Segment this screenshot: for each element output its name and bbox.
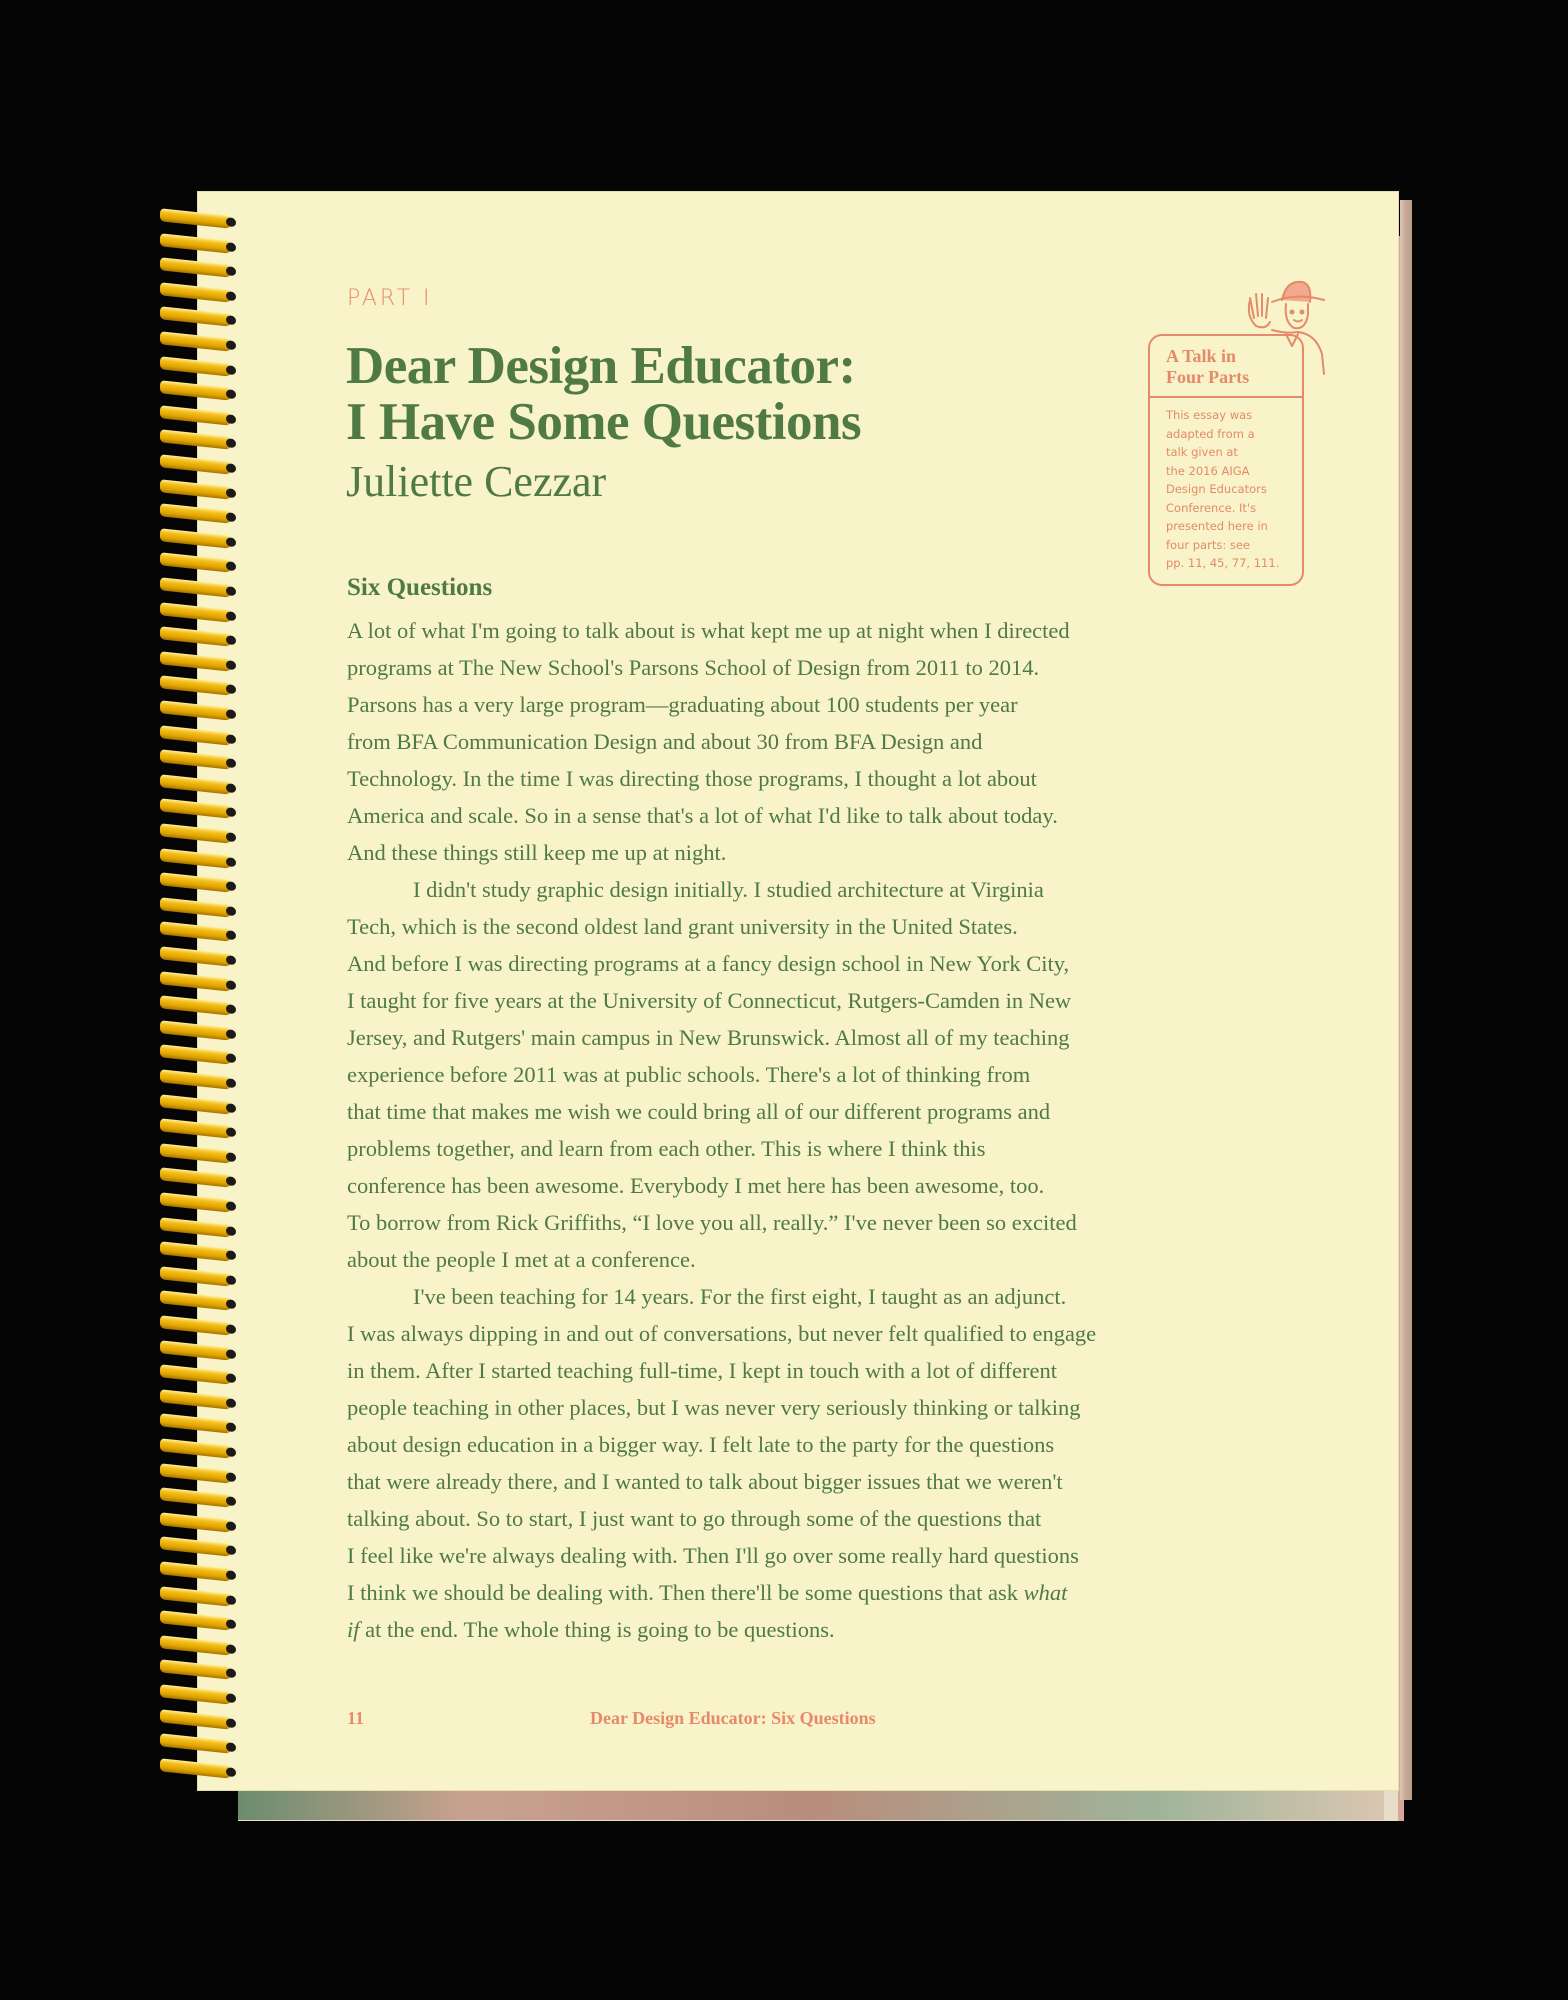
spiral-coil bbox=[160, 405, 232, 426]
sidebar-heading bbox=[1150, 336, 1302, 398]
spiral-coil bbox=[160, 676, 232, 697]
spiral-coil bbox=[160, 1512, 232, 1533]
spiral-coil bbox=[160, 995, 232, 1016]
body-line: about the people I met at a conference. bbox=[347, 1247, 696, 1272]
spiral-coil bbox=[160, 528, 232, 549]
spiral-coil bbox=[160, 1438, 232, 1459]
spiral-coil bbox=[160, 257, 232, 278]
spiral-coil bbox=[160, 1192, 232, 1213]
italic-word: what bbox=[1023, 1580, 1068, 1605]
spiral-coil bbox=[160, 1487, 232, 1508]
sidebar-body bbox=[1150, 398, 1302, 581]
body-line: I've been teaching for 14 years. For the first eight, I taught as an adjunct. bbox=[413, 1284, 1067, 1309]
body-line: people teaching in other places, but I was never very seriously thinking or talking bbox=[347, 1395, 1081, 1420]
spiral-coil bbox=[160, 479, 232, 500]
sidebar-line: adapted from a bbox=[1166, 426, 1255, 441]
body-line-text: at the end. The whole thing is going to be questions. bbox=[359, 1617, 835, 1642]
spiral-coil bbox=[160, 1020, 232, 1041]
sidebar-line: the 2016 AIGA bbox=[1166, 463, 1250, 478]
spiral-coil bbox=[160, 1389, 232, 1410]
spiral-coil bbox=[160, 1266, 232, 1287]
page-number: 11 bbox=[347, 1708, 365, 1728]
italic-word: if bbox=[347, 1617, 360, 1642]
sidebar-heading-line-1: A Talk in bbox=[1166, 346, 1237, 366]
spiral-coil bbox=[160, 651, 232, 672]
body-line-text: I think we should be dealing with. Then there'll be some questions that ask bbox=[347, 1580, 1024, 1605]
body-line: problems together, and learn from each other. This is where I think this bbox=[347, 1136, 986, 1161]
spiral-coil bbox=[160, 577, 232, 598]
spiral-coil bbox=[160, 1241, 232, 1262]
spiral-coil bbox=[160, 1168, 232, 1189]
body-line: that time that makes me wish we could bring all of our different programs and bbox=[347, 1099, 1051, 1124]
spiral-coil bbox=[160, 503, 232, 524]
spiral-coil bbox=[160, 1610, 232, 1631]
spiral-coil bbox=[160, 1118, 232, 1139]
spiral-coil bbox=[160, 725, 232, 746]
spiral-coil bbox=[160, 1635, 232, 1656]
spiral-coil bbox=[160, 626, 232, 647]
spiral-coil bbox=[160, 208, 232, 229]
body-line: I feel like we're always dealing with. Then I'll go over some really hard questions bbox=[347, 1543, 1079, 1568]
body-line: Tech, which is the second oldest land grant university in the United States. bbox=[347, 914, 1018, 939]
sidebar-note bbox=[1148, 334, 1304, 586]
spiral-coil bbox=[160, 553, 232, 574]
body-line: To borrow from Rick Griffiths, “I love you all, really.” I've never been so excited bbox=[347, 1210, 1077, 1235]
part-label: PART I bbox=[347, 286, 433, 311]
body-line: Parsons has a very large program—graduating about 100 students per year bbox=[347, 692, 1018, 717]
spiral-coil bbox=[160, 774, 232, 795]
body-line: conference has been awesome. Everybody I met here has been awesome, too. bbox=[347, 1173, 1045, 1198]
spiral-coil bbox=[160, 1045, 232, 1066]
spiral-coil bbox=[160, 1291, 232, 1312]
spiral-coil bbox=[160, 331, 232, 352]
spiral-coil bbox=[160, 454, 232, 475]
spiral-coil bbox=[160, 1758, 232, 1779]
spiral-coil bbox=[160, 799, 232, 820]
spiral-coil bbox=[160, 602, 232, 623]
spiral-coil bbox=[160, 1684, 232, 1705]
spiral-coil bbox=[160, 700, 232, 721]
body-line: talking about. So to start, I just want to go through some of the questions that bbox=[347, 1506, 1042, 1531]
sidebar-line: Design Educators bbox=[1166, 482, 1267, 496]
page-stack-edge bbox=[1400, 200, 1412, 1800]
spiral-coil bbox=[160, 282, 232, 303]
spiral-coil bbox=[160, 1537, 232, 1558]
spiral-coil bbox=[160, 356, 232, 377]
spiral-coil bbox=[160, 971, 232, 992]
body-line: I taught for five years at the University of Connecticut, Rutgers-Camden in New bbox=[347, 988, 1072, 1013]
sidebar-line: pp. 11, 45, 77, 111. bbox=[1166, 556, 1280, 570]
body-line bbox=[347, 1574, 1157, 1611]
body-line: that were already there, and I wanted to talk about bigger issues that we weren't bbox=[347, 1469, 1063, 1494]
spiral-coil bbox=[160, 1414, 232, 1435]
body-line bbox=[347, 1611, 1157, 1648]
body-line: Technology. In the time I was directing those programs, I thought a lot about bbox=[347, 766, 1037, 791]
author-name: Juliette Cezzar bbox=[346, 457, 607, 506]
sidebar-line: four parts: see bbox=[1166, 537, 1251, 552]
spiral-coil bbox=[160, 380, 232, 401]
spiral-coil bbox=[160, 430, 232, 451]
sidebar-line: Conference. It's bbox=[1166, 500, 1257, 515]
body-line: I was always dipping in and out of conversations, but never felt qualified to engage bbox=[347, 1321, 1097, 1346]
body-line: about design education in a bigger way. I felt late to the party for the questions bbox=[347, 1432, 1055, 1457]
title-line-2: I Have Some Questions bbox=[346, 393, 862, 451]
spiral-coil bbox=[160, 307, 232, 328]
body-line: in them. After I started teaching full-time, I kept in touch with a lot of different bbox=[347, 1358, 1058, 1383]
body-line: And before I was directing programs at a fancy design school in New York City, bbox=[347, 951, 1070, 976]
page-stack-bottom bbox=[238, 1790, 1384, 1820]
spiral-coil bbox=[160, 848, 232, 869]
section-heading: Six Questions bbox=[347, 574, 493, 601]
body-line: experience before 2011 was at public schools. There's a lot of thinking from bbox=[347, 1062, 1031, 1087]
spiral-coil bbox=[160, 749, 232, 770]
body-line: from BFA Communication Design and about 30 from BFA Design and bbox=[347, 729, 983, 754]
spiral-coil bbox=[160, 1069, 232, 1090]
sidebar-line: This essay was bbox=[1166, 408, 1253, 422]
spiral-coil bbox=[160, 1733, 232, 1754]
sidebar-line: presented here in bbox=[1166, 519, 1268, 533]
spiral-coil bbox=[160, 922, 232, 943]
body-line: And these things still keep me up at night. bbox=[347, 840, 727, 865]
body-text bbox=[347, 612, 1157, 1648]
spiral-coil bbox=[160, 1315, 232, 1336]
body-line: I didn't study graphic design initially. I studied architecture at Virginia bbox=[413, 877, 1044, 902]
article-title bbox=[346, 338, 861, 450]
spiral-coil bbox=[160, 897, 232, 918]
spiral-binding-icon bbox=[160, 212, 240, 1792]
spiral-coil bbox=[160, 1463, 232, 1484]
body-line: America and scale. So in a sense that's a lot of what I'd like to talk about today. bbox=[347, 803, 1058, 828]
spiral-coil bbox=[160, 1709, 232, 1730]
spiral-coil bbox=[160, 1143, 232, 1164]
spiral-coil bbox=[160, 1217, 232, 1238]
sidebar-line: talk given at bbox=[1166, 445, 1238, 459]
spiral-coil bbox=[160, 946, 232, 967]
spiral-coil bbox=[160, 1340, 232, 1361]
spiral-coil bbox=[160, 872, 232, 893]
sidebar-heading-line-2: Four Parts bbox=[1166, 367, 1250, 387]
body-line: programs at The New School's Parsons School of Design from 2011 to 2014. bbox=[347, 655, 1040, 680]
body-line: Jersey, and Rutgers' main campus in New Brunswick. Almost all of my teaching bbox=[347, 1025, 1070, 1050]
spiral-coil bbox=[160, 1561, 232, 1582]
spiral-coil bbox=[160, 1586, 232, 1607]
title-line-1: Dear Design Educator: bbox=[346, 337, 856, 395]
body-line: A lot of what I'm going to talk about is what kept me up at night when I directed bbox=[347, 618, 1070, 643]
spiral-coil bbox=[160, 823, 232, 844]
spiral-coil bbox=[160, 1094, 232, 1115]
spiral-coil bbox=[160, 1364, 232, 1385]
running-title: Dear Design Educator: Six Questions bbox=[590, 1708, 876, 1728]
spiral-coil bbox=[160, 233, 232, 254]
spiral-coil bbox=[160, 1660, 232, 1681]
